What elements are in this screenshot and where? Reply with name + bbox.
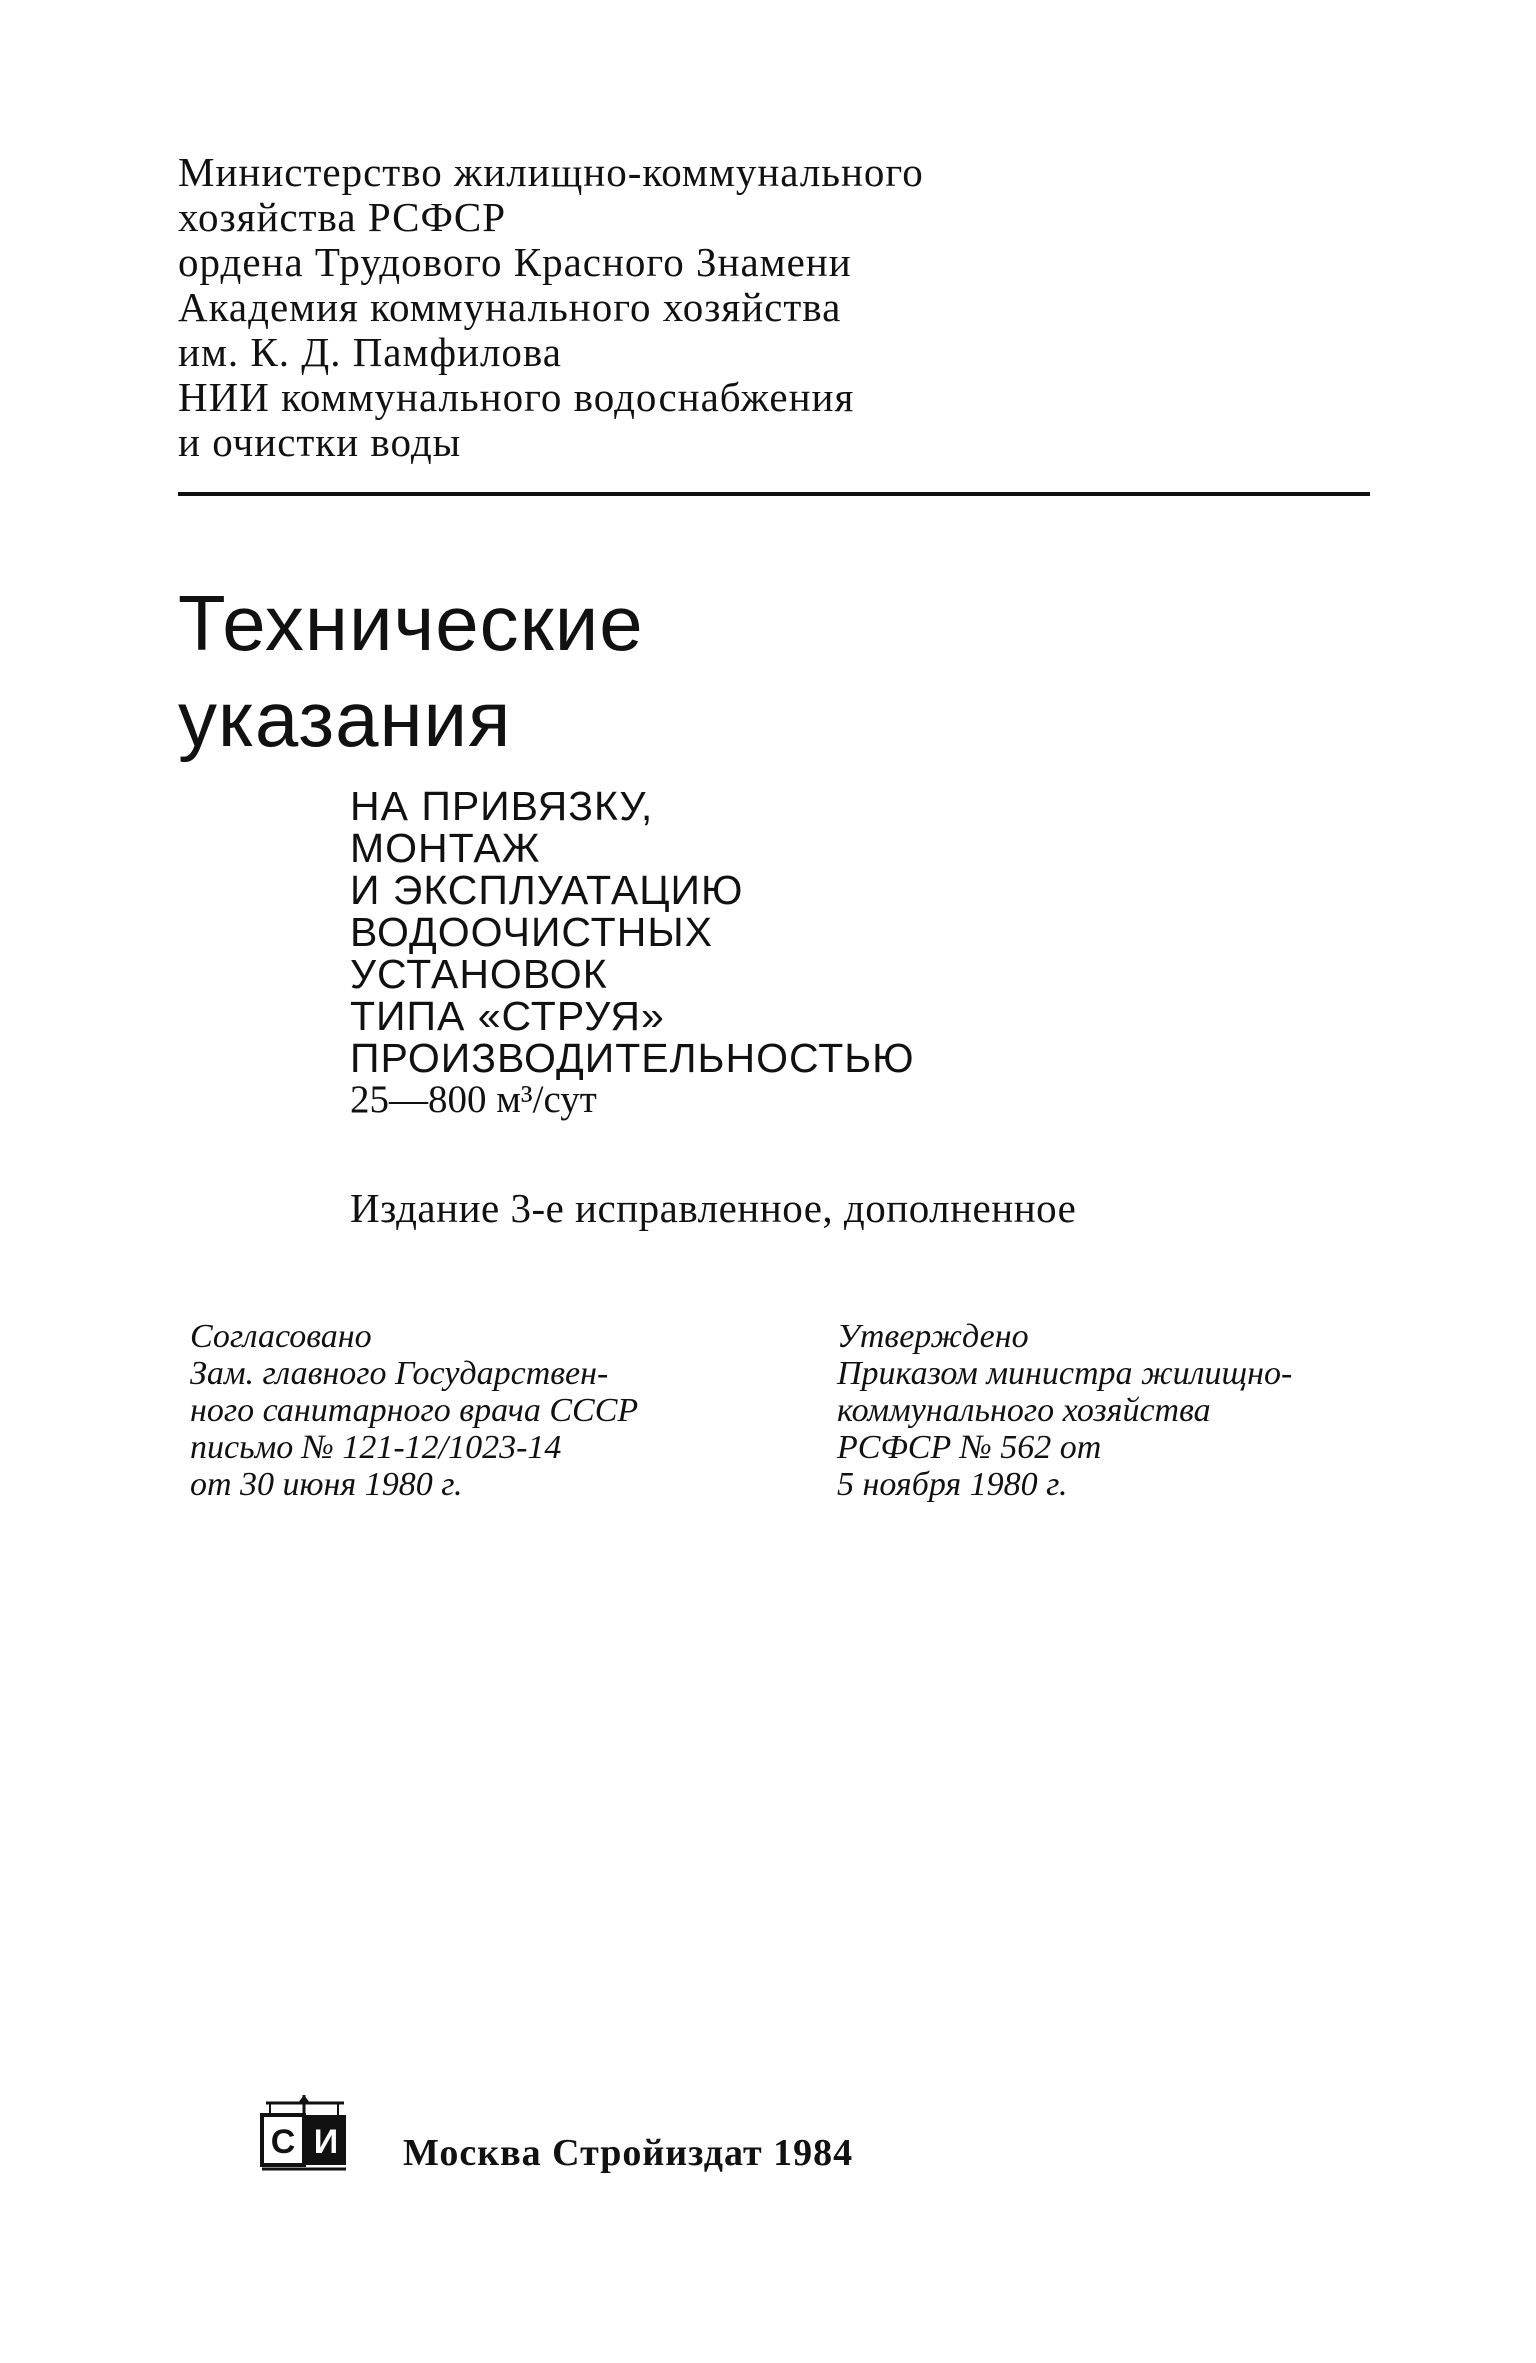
approval-line: Зам. главного Государствен-	[190, 1355, 609, 1392]
capacity-range: 25—800 м³/сут	[350, 1078, 597, 1121]
publisher-imprint	[258, 2093, 958, 2173]
organization-line: Министерство жилищно-коммунального	[178, 149, 924, 195]
approval-line: от 30 июня 1980 г.	[190, 1466, 463, 1503]
title-line-1: Технические	[178, 579, 644, 667]
subtitle-line: ПРОИЗВОДИТЕЛЬНОСТЬЮ	[350, 1035, 915, 1081]
document-subtitle	[350, 785, 915, 1121]
subtitle-line: УСТАНОВОК	[350, 951, 608, 997]
edition-note: Издание 3-е исправленное, дополненное	[350, 1185, 1077, 1231]
subtitle-line: МОНТАЖ	[350, 825, 541, 871]
approval-line: 5 ноября 1980 г.	[837, 1466, 1068, 1503]
organization-line: Академия коммунального хозяйства	[178, 284, 842, 330]
approval-line: Согласовано	[190, 1318, 372, 1355]
document-title	[178, 575, 644, 767]
organization-line: и очистки воды	[178, 419, 462, 465]
approval-line: Утверждено	[837, 1318, 1029, 1355]
logo-letter-i: И	[313, 2123, 339, 2161]
approval-line: Приказом министра жилищно-	[837, 1355, 1293, 1392]
organization-line: НИИ коммунального водоснабжения	[178, 374, 855, 420]
approval-line: ного санитарного врача СССР	[190, 1392, 639, 1429]
organization-block	[178, 150, 1378, 465]
logo-letter-s: С	[270, 2123, 296, 2161]
approval-line: РСФСР № 562 от	[837, 1429, 1102, 1466]
approval-line: письмо № 121-12/1023-14	[190, 1429, 562, 1466]
approval-line: коммунального хозяйства	[837, 1392, 1211, 1429]
approval-agreed-block	[190, 1318, 638, 1503]
organization-line: им. К. Д. Памфилова	[178, 329, 562, 375]
subtitle-line: НА ПРИВЯЗКУ,	[350, 783, 654, 829]
title-line-2: указания	[178, 675, 512, 763]
subtitle-line: И ЭКСПЛУАТАЦИЮ	[350, 867, 744, 913]
horizontal-divider	[178, 492, 1370, 496]
subtitle-line: ВОДООЧИСТНЫХ	[350, 909, 713, 955]
subtitle-line: ТИПА «СТРУЯ»	[350, 993, 665, 1039]
stroyizdat-logo-icon	[258, 2093, 350, 2173]
approval-approved-block	[837, 1318, 1292, 1503]
imprint-text: Москва Стройиздат 1984	[403, 2132, 854, 2174]
organization-line: ордена Трудового Красного Знамени	[178, 239, 852, 285]
organization-line: хозяйства РСФСР	[178, 194, 507, 240]
